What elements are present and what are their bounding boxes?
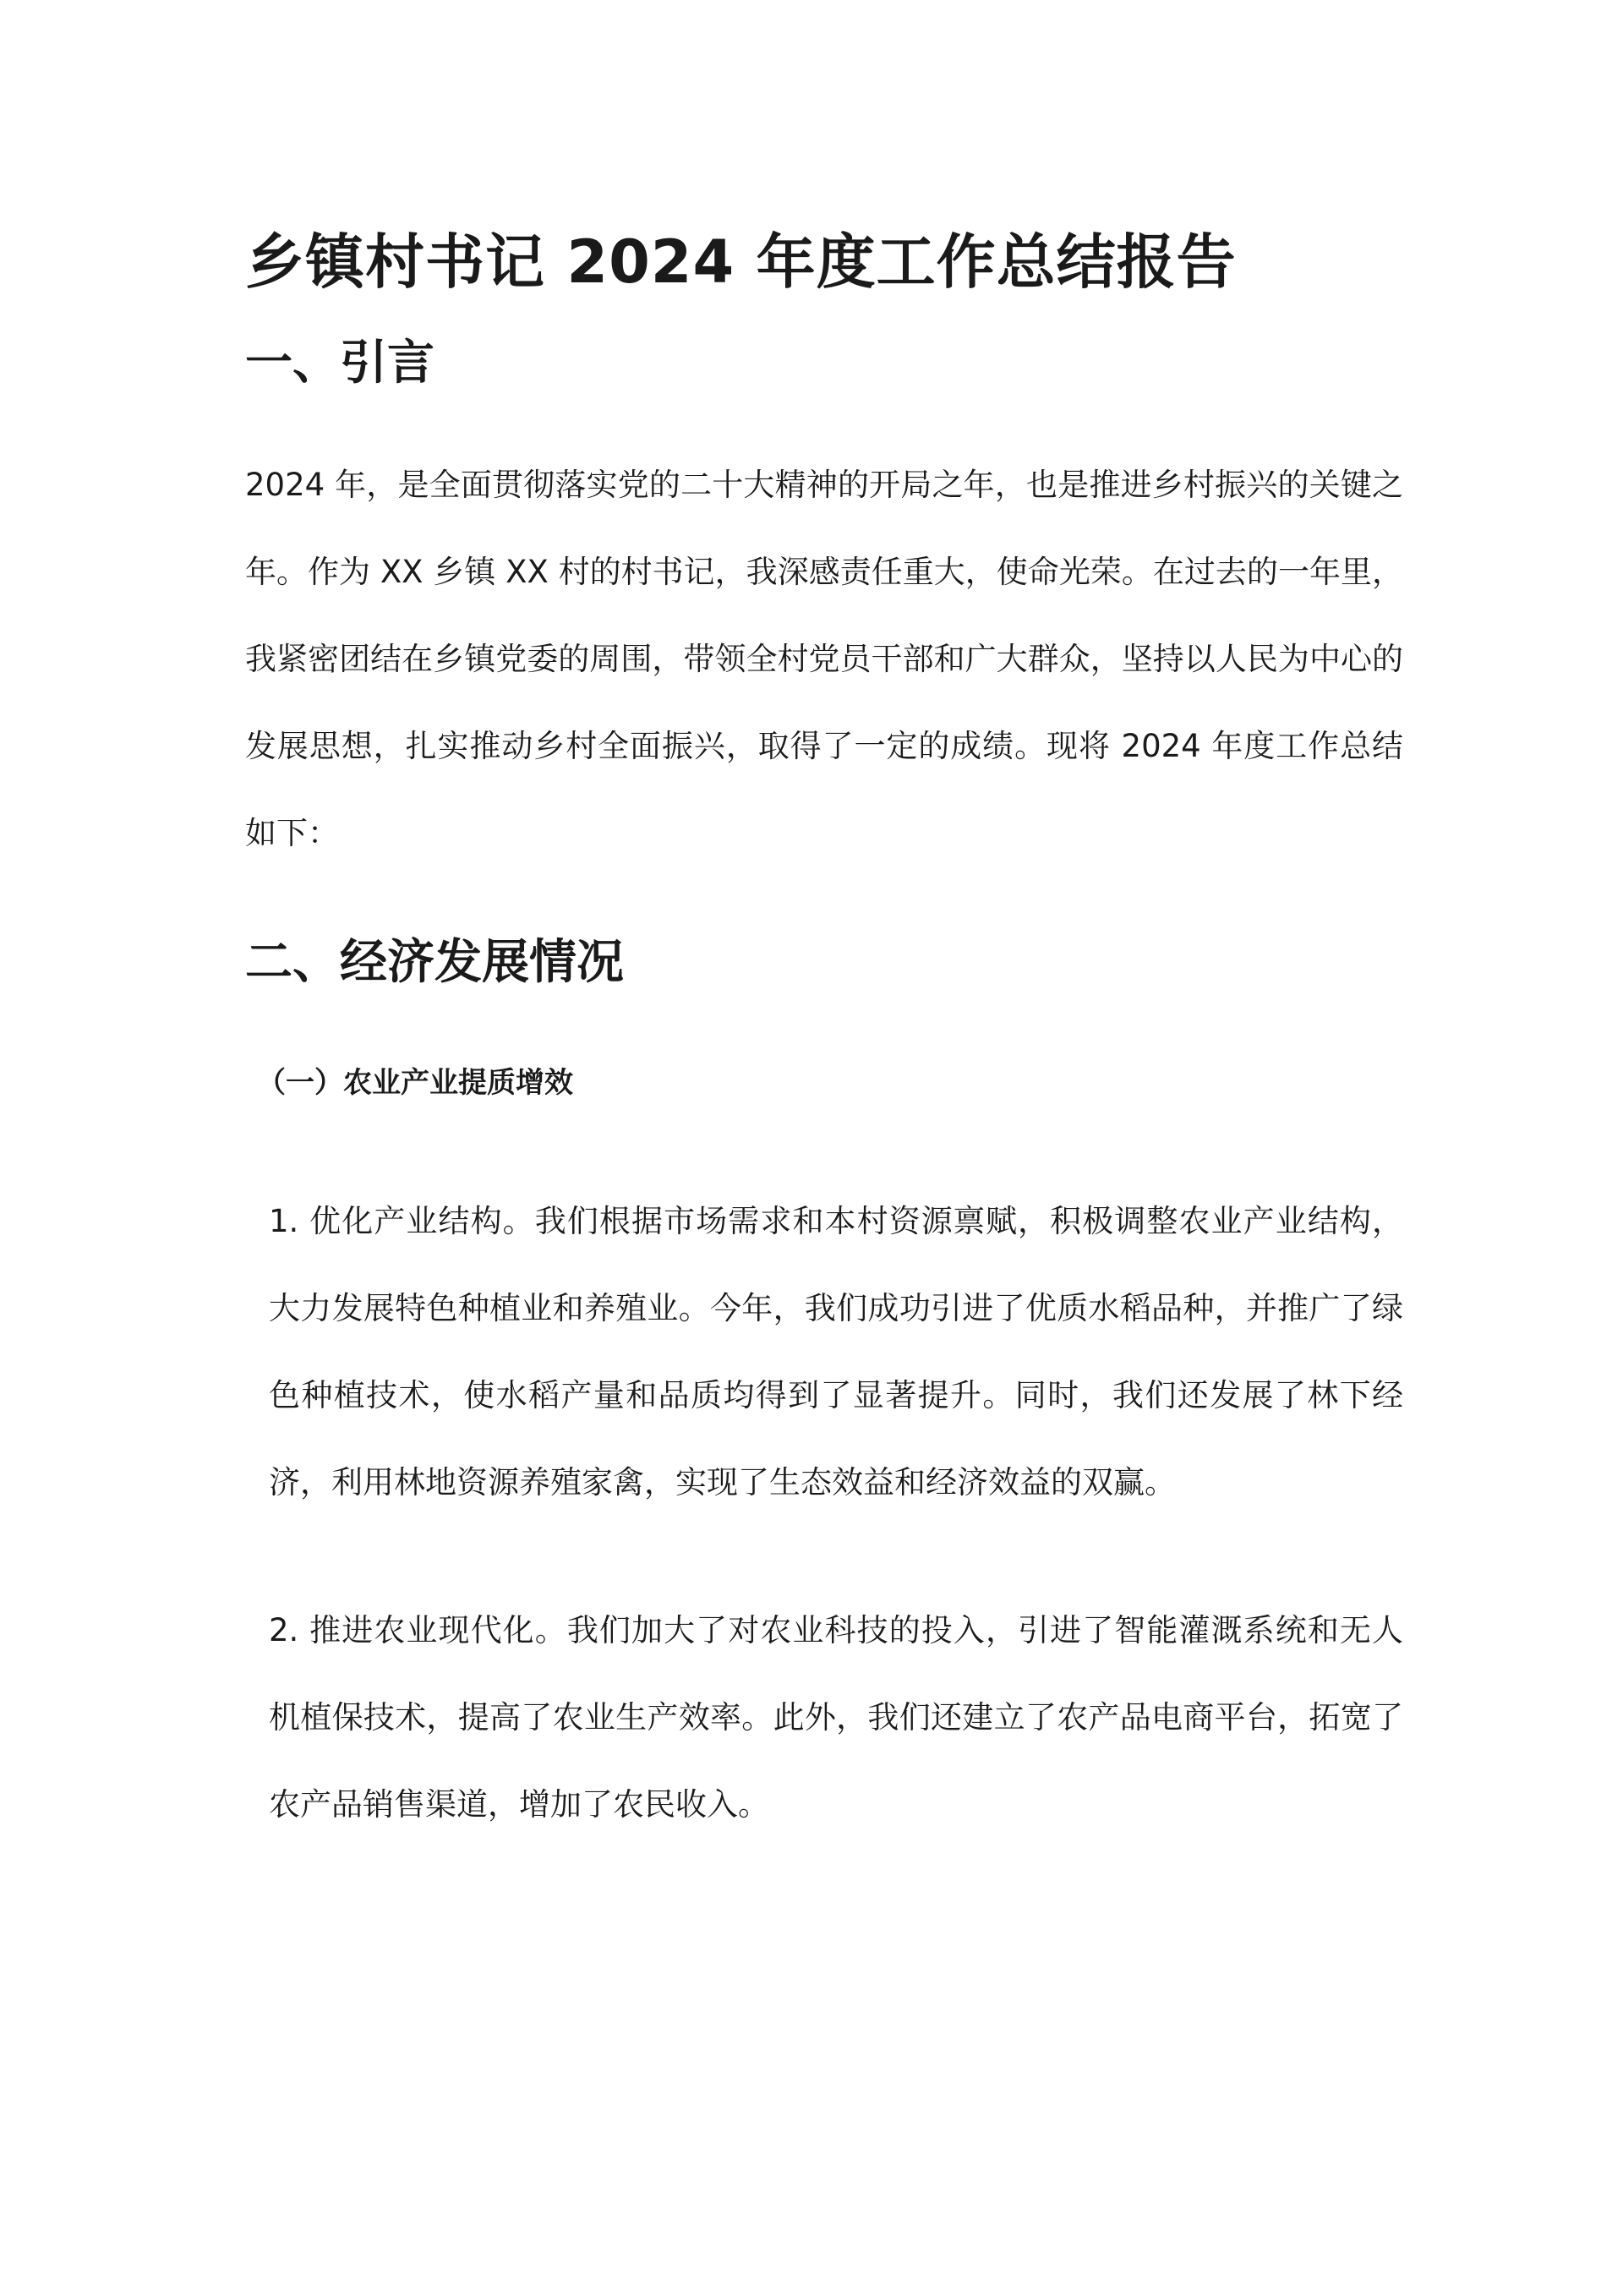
list-item-modernization: 2. 推进农业现代化。我们加大了对农业科技的投入，引进了智能灌溉系统和无人机植保技术，提高了农业生产效率。此外，我们还建立了农产品电商平台，拓宽了农产品销售渠道，增加了农民收入。 bbox=[269, 1612, 1403, 1823]
section-heading-economy: 二、经济发展情况 bbox=[245, 935, 624, 990]
document-title: 乡镇村书记 2024 年度工作总结报告 bbox=[245, 227, 1237, 297]
document-page bbox=[245, 211, 1403, 1848]
intro-paragraph: 2024 年，是全面贯彻落实党的二十大精神的开局之年，也是推进乡村振兴的关键之年。作为 XX 乡镇 XX 村的村书记，我深感责任重大，使命光荣。在过去的一年里，我紧密团结在乡镇党委的周围，带领全村党员干部和广大群众，坚持以人民为中心的发展思想，扎实推动乡村全面振兴，取得了一定的成绩。现将 2024 年度工作总结如下： bbox=[245, 467, 1403, 851]
subsection-heading-agriculture: （一）农业产业提质增效 bbox=[257, 1066, 573, 1100]
section-heading-intro: 一、引言 bbox=[245, 336, 434, 391]
list-item-optimize-structure: 1. 优化产业结构。我们根据市场需求和本村资源禀赋，积极调整农业产业结构，大力发展特色种植业和养殖业。今年，我们成功引进了优质水稻品种，并推广了绿色种植技术，使水稻产量和品质均得到了显著提升。同时，我们还发展了林下经济，利用林地资源养殖家禽，实现了生态效益和经济效益的双赢。 bbox=[269, 1203, 1403, 1501]
